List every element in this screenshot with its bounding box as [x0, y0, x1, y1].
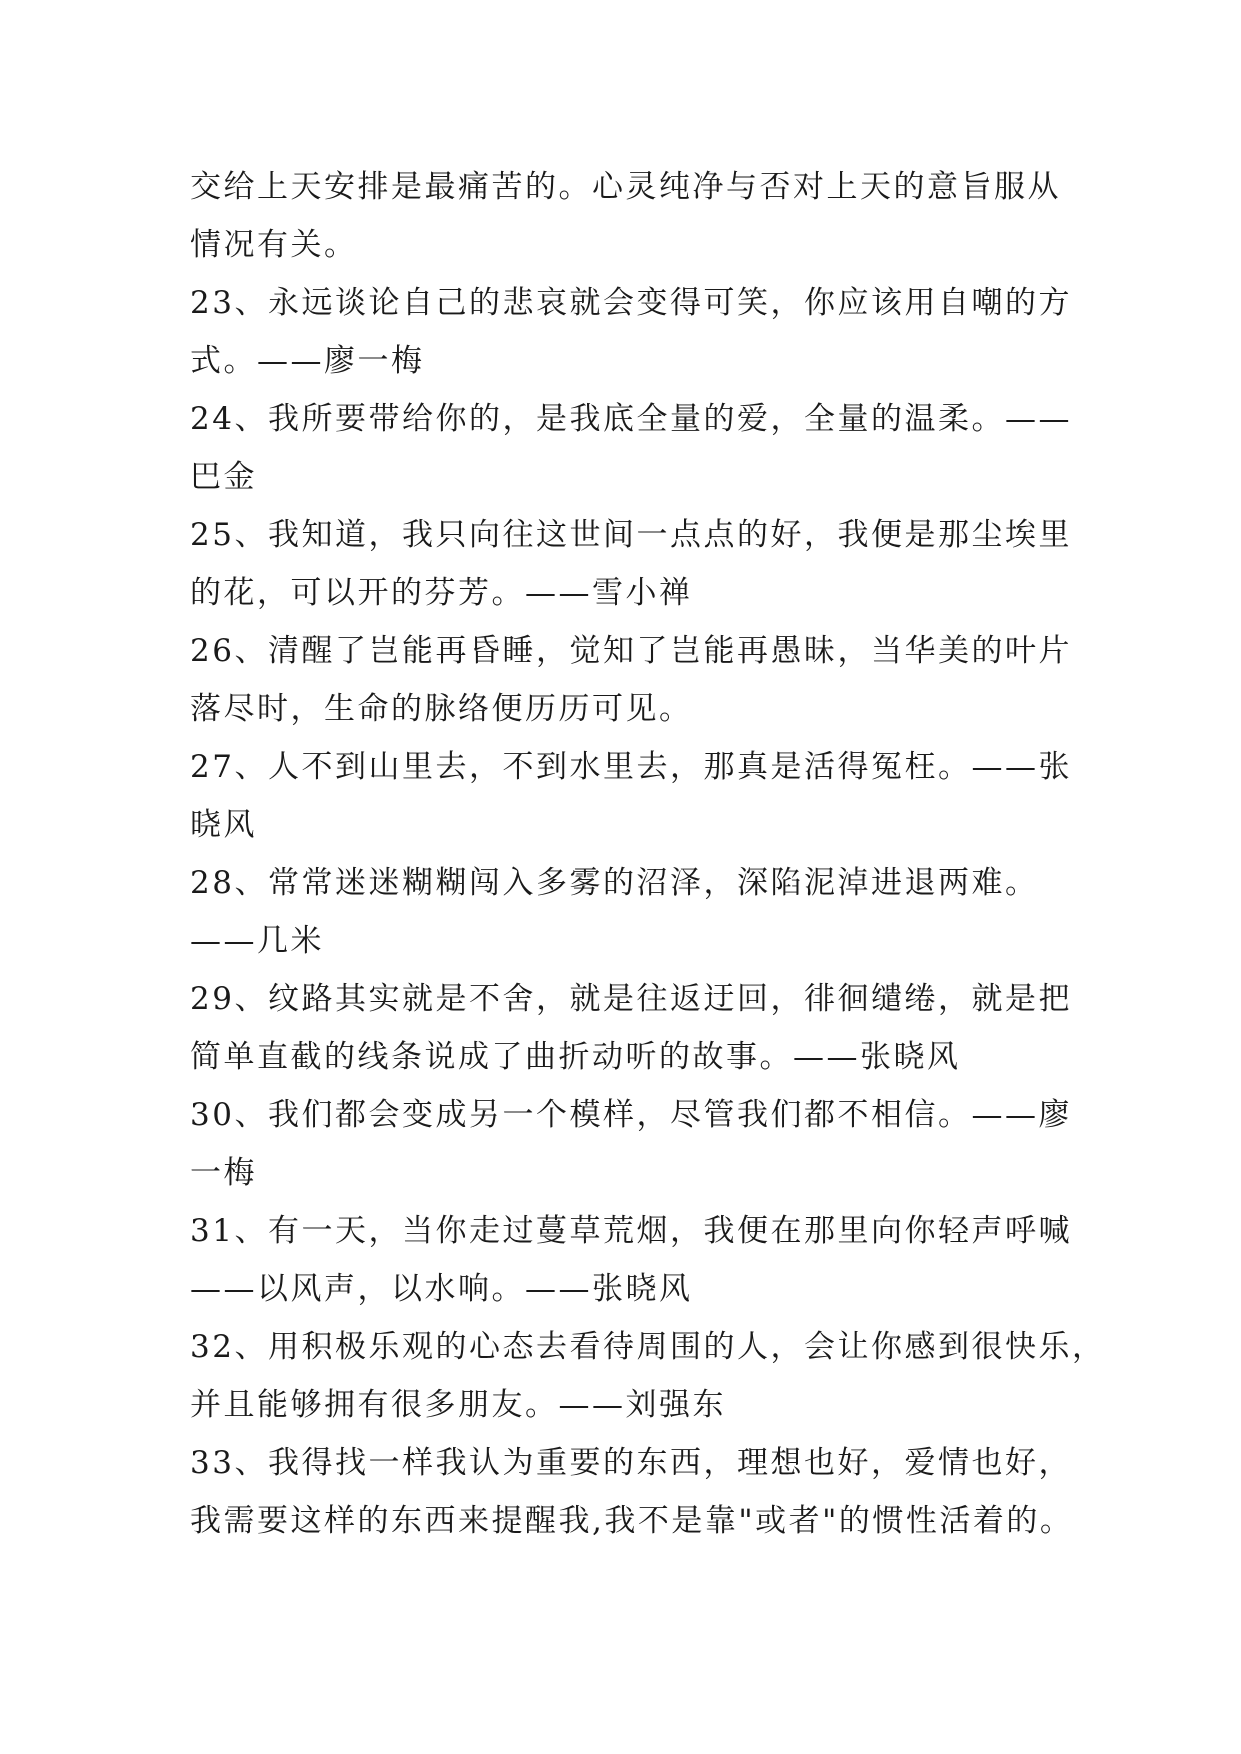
text-line: 情况有关。	[190, 227, 358, 263]
text-line: ——以风声，以水响。——张晓风	[190, 1271, 693, 1307]
text-line: 30、我们都会变成另一个模样，尽管我们都不相信。——廖	[190, 1097, 1072, 1133]
text-line: 25、我知道，我只向往这世间一点点的好，我便是那尘埃里	[190, 517, 1072, 553]
text-line: 29、纹路其实就是不舍，就是往返迂回，徘徊缱绻，就是把	[190, 981, 1072, 1017]
text-line: 交给上天安排是最痛苦的。心灵纯净与否对上天的意旨服从	[190, 169, 1061, 205]
text-line: 我需要这样的东西来提醒我,我不是靠"或者"的惯性活着的。	[190, 1503, 1074, 1539]
document-body	[190, 158, 1106, 1550]
text-line: 晓风	[190, 807, 257, 843]
text-line: 并且能够拥有很多朋友。——刘强东	[190, 1387, 726, 1423]
text-line: 31、有一天，当你走过蔓草荒烟，我便在那里向你轻声呼喊	[190, 1213, 1072, 1249]
text-line: 28、常常迷迷糊糊闯入多雾的沼泽，深陷泥淖进退两难。	[190, 865, 1039, 901]
text-line: 的花，可以开的芬芳。——雪小禅	[190, 575, 693, 611]
text-line: 23、永远谈论自己的悲哀就会变得可笑，你应该用自嘲的方	[190, 285, 1072, 321]
text-line: 33、我得找一样我认为重要的东西，理想也好，爱情也好，	[190, 1445, 1072, 1481]
text-line: 一梅	[190, 1155, 257, 1191]
text-line: 简单直截的线条说成了曲折动听的故事。——张晓风	[190, 1039, 961, 1075]
text-line: 落尽时，生命的脉络便历历可见。	[190, 691, 693, 727]
text-line: 27、人不到山里去，不到水里去，那真是活得冤枉。——张	[190, 749, 1072, 785]
text-line: 26、清醒了岂能再昏睡，觉知了岂能再愚昧，当华美的叶片	[190, 633, 1072, 669]
text-line: ——几米	[190, 923, 324, 959]
text-line: 巴金	[190, 459, 257, 495]
text-line: 式。——廖一梅	[190, 343, 425, 379]
text-line: 32、用积极乐观的心态去看待周围的人，会让你感到很快乐，	[190, 1329, 1106, 1365]
text-line: 24、我所要带给你的，是我底全量的爱，全量的温柔。——	[190, 401, 1072, 437]
